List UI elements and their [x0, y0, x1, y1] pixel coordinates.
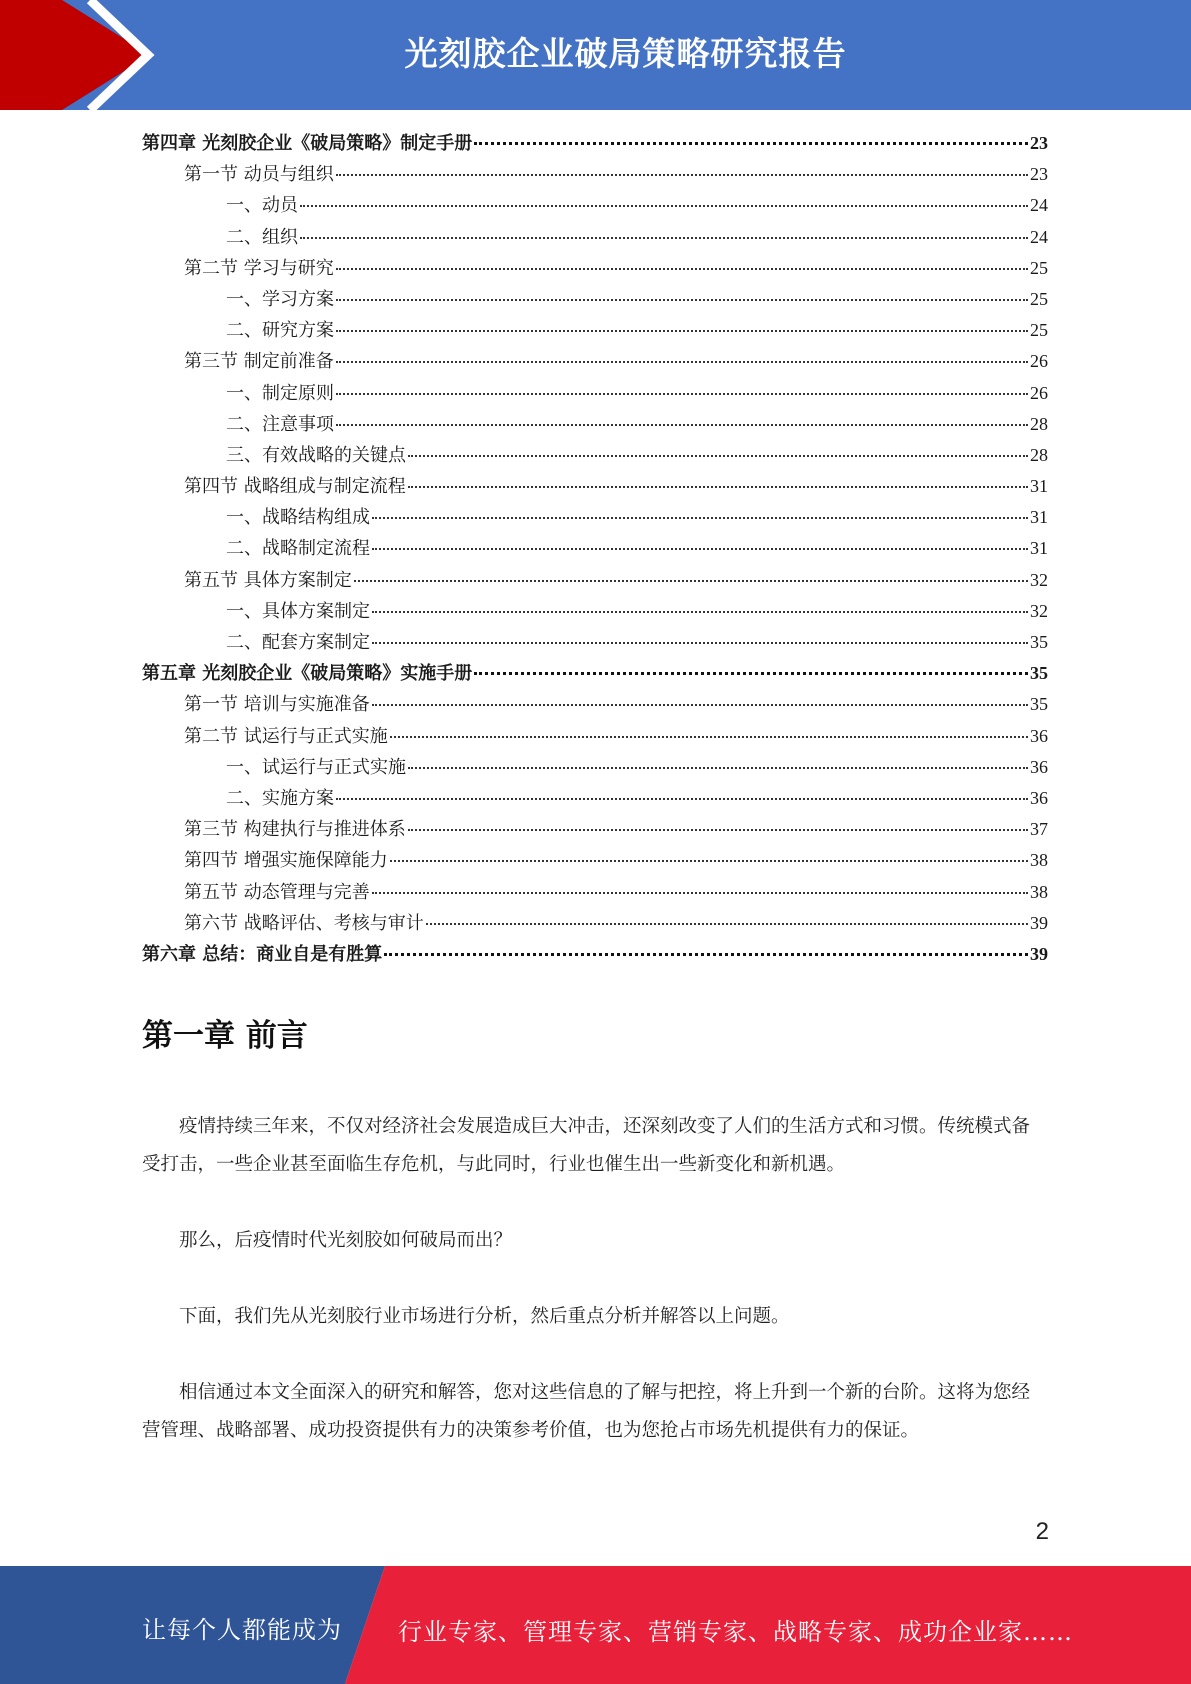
- toc-dot-leader: [336, 330, 1028, 332]
- page-footer: [0, 1566, 1191, 1684]
- toc-dot-leader: [384, 953, 1028, 956]
- toc-entry[interactable]: [142, 908, 1048, 939]
- toc-entry-title: 第五节 具体方案制定: [184, 569, 352, 591]
- toc-entry-page: 36: [1030, 725, 1048, 746]
- toc-entry-page: 32: [1030, 569, 1048, 590]
- toc-entry-page: 23: [1030, 164, 1048, 185]
- toc-entry[interactable]: [142, 752, 1048, 783]
- toc-entry[interactable]: [142, 471, 1048, 502]
- toc-entry-title: 第五章 光刻胶企业《破局策略》实施手册: [142, 663, 473, 685]
- toc-entry[interactable]: [142, 409, 1048, 440]
- toc-entry[interactable]: [142, 721, 1048, 752]
- toc-entry[interactable]: [142, 222, 1048, 253]
- toc-entry[interactable]: [142, 502, 1048, 533]
- toc-entry-page: 31: [1030, 538, 1048, 559]
- toc-dot-leader: [474, 672, 1028, 675]
- toc-entry-page: 26: [1030, 351, 1048, 372]
- toc-entry-title: 二、战略制定流程: [226, 538, 370, 560]
- toc-entry-title: 一、具体方案制定: [226, 600, 370, 622]
- toc-entry-page: 31: [1030, 476, 1048, 497]
- toc-dot-leader: [426, 923, 1028, 925]
- toc-entry[interactable]: [142, 939, 1048, 970]
- toc-entry-title: 第五节 动态管理与完善: [184, 881, 370, 903]
- table-of-contents: [142, 128, 1048, 970]
- toc-dot-leader: [372, 892, 1028, 894]
- toc-entry[interactable]: [142, 814, 1048, 845]
- toc-entry-page: 38: [1030, 850, 1048, 871]
- toc-entry-page: 28: [1030, 444, 1048, 465]
- toc-entry[interactable]: [142, 565, 1048, 596]
- toc-entry-title: 第二节 学习与研究: [184, 257, 334, 279]
- toc-entry[interactable]: [142, 845, 1048, 876]
- toc-entry-title: 二、研究方案: [226, 320, 334, 342]
- toc-dot-leader: [372, 548, 1028, 550]
- toc-entry-page: 35: [1030, 632, 1048, 652]
- toc-entry-page: 35: [1030, 694, 1048, 715]
- toc-entry-title: 第四节 增强实施保障能力: [184, 850, 388, 872]
- report-title: 光刻胶企业破局策略研究报告: [404, 34, 847, 73]
- toc-entry-page: 28: [1030, 413, 1048, 434]
- body-paragraph: 下面，我们先从光刻胶行业市场进行分析，然后重点分析并解答以上问题。: [179, 1306, 790, 1327]
- toc-dot-leader: [336, 268, 1028, 270]
- toc-dot-leader: [300, 205, 1028, 207]
- toc-entry-title: 一、试运行与正式实施: [226, 756, 406, 778]
- toc-entry-page: 39: [1030, 912, 1048, 933]
- toc-entry[interactable]: [142, 253, 1048, 284]
- toc-dot-leader: [408, 486, 1028, 488]
- toc-entry-page: 23: [1030, 133, 1048, 153]
- toc-dot-leader: [336, 424, 1028, 426]
- toc-entry-page: 25: [1030, 320, 1048, 341]
- toc-dot-leader: [474, 142, 1028, 145]
- toc-dot-leader: [300, 237, 1028, 239]
- toc-entry-page: 26: [1030, 382, 1048, 403]
- toc-dot-leader: [336, 299, 1028, 301]
- toc-entry-page: 36: [1030, 756, 1048, 777]
- toc-entry[interactable]: [142, 284, 1048, 315]
- toc-entry-page: 25: [1030, 288, 1048, 309]
- toc-entry[interactable]: [142, 689, 1048, 720]
- toc-entry-page: 32: [1030, 600, 1048, 621]
- toc-entry-title: 第四章 光刻胶企业《破局策略》制定手册: [142, 133, 473, 154]
- toc-entry-title: 第六节 战略评估、考核与审计: [184, 912, 424, 934]
- toc-entry[interactable]: [142, 440, 1048, 471]
- toc-entry-page: 31: [1030, 507, 1048, 528]
- toc-dot-leader: [408, 455, 1028, 457]
- toc-entry[interactable]: [142, 877, 1048, 908]
- toc-entry[interactable]: [142, 190, 1048, 221]
- toc-entry[interactable]: [142, 658, 1048, 689]
- toc-dot-leader: [372, 704, 1028, 706]
- toc-dot-leader: [336, 361, 1028, 363]
- toc-entry-page: 36: [1030, 787, 1048, 808]
- toc-entry-page: 24: [1030, 195, 1048, 216]
- toc-dot-leader: [390, 736, 1028, 738]
- toc-entry-title: 第三节 构建执行与推进体系: [184, 819, 406, 841]
- toc-entry[interactable]: [142, 533, 1048, 564]
- toc-entry[interactable]: [142, 159, 1048, 190]
- toc-entry-title: 第三节 制定前准备: [184, 351, 334, 373]
- toc-entry[interactable]: [142, 315, 1048, 346]
- toc-entry-title: 一、战略结构组成: [226, 507, 370, 529]
- toc-dot-leader: [372, 517, 1028, 519]
- toc-dot-leader: [408, 767, 1028, 769]
- toc-entry-title: 第四节 战略组成与制定流程: [184, 476, 406, 498]
- toc-entry[interactable]: [142, 128, 1048, 159]
- toc-entry[interactable]: [142, 346, 1048, 377]
- toc-entry-title: 二、实施方案: [226, 787, 334, 809]
- footer-slogan-right: 行业专家、管理专家、营销专家、战略专家、成功企业家……: [398, 1618, 1073, 1646]
- toc-dot-leader: [372, 611, 1028, 613]
- body-paragraph: 相信通过本文全面深入的研究和解答，您对这些信息的了解与把控，将上升到一个新的台阶。这将为您经营管理、战略部署、成功投资提供有力的决策参考价值，也为您抢占市场先机提供有力的保证。: [142, 1382, 1031, 1441]
- toc-dot-leader: [336, 393, 1028, 395]
- toc-entry[interactable]: [142, 596, 1048, 627]
- toc-entry[interactable]: [142, 627, 1048, 658]
- toc-entry-title: 二、组织: [226, 226, 298, 248]
- toc-entry-title: 一、学习方案: [226, 288, 334, 310]
- toc-entry-title: 第二节 试运行与正式实施: [184, 725, 388, 747]
- chapter-heading: 第一章 前言: [142, 1018, 308, 1054]
- toc-entry[interactable]: [142, 783, 1048, 814]
- toc-entry-page: 25: [1030, 257, 1048, 278]
- body-paragraph: 疫情持续三年来，不仅对经济社会发展造成巨大冲击，还深刻改变了人们的生活方式和习惯。传统模式备受打击，一些企业甚至面临生存危机，与此同时，行业也催生出一些新变化和新机遇。: [142, 1116, 1031, 1175]
- body-paragraph: 那么，后疫情时代光刻胶如何破局而出？: [179, 1230, 513, 1251]
- toc-entry-title: 三、有效战略的关键点: [226, 444, 406, 466]
- toc-entry-title: 第一节 动员与组织: [184, 164, 334, 186]
- toc-entry[interactable]: [142, 378, 1048, 409]
- toc-dot-leader: [336, 798, 1028, 800]
- footer-slogan-left: 让每个人都能成为: [142, 1616, 342, 1644]
- toc-dot-leader: [336, 174, 1028, 176]
- toc-entry-title: 第六章 总结：商业自是有胜算: [142, 943, 383, 965]
- toc-entry-page: 24: [1030, 226, 1048, 247]
- page-number: 2: [1035, 1518, 1049, 1545]
- toc-dot-leader: [354, 580, 1028, 582]
- toc-dot-leader: [372, 642, 1028, 644]
- toc-entry-page: 38: [1030, 881, 1048, 902]
- toc-entry-title: 第一节 培训与实施准备: [184, 694, 370, 716]
- toc-dot-leader: [408, 829, 1028, 831]
- toc-entry-page: 39: [1030, 943, 1048, 964]
- toc-entry-title: 一、制定原则: [226, 382, 334, 404]
- toc-entry-title: 一、动员: [226, 195, 298, 217]
- toc-entry-page: 37: [1030, 819, 1048, 840]
- page-header: [0, 0, 1191, 110]
- toc-dot-leader: [390, 860, 1028, 862]
- toc-entry-title: 二、注意事项: [226, 413, 334, 435]
- toc-entry-title: 二、配套方案制定: [226, 632, 370, 653]
- toc-entry-page: 35: [1030, 663, 1048, 684]
